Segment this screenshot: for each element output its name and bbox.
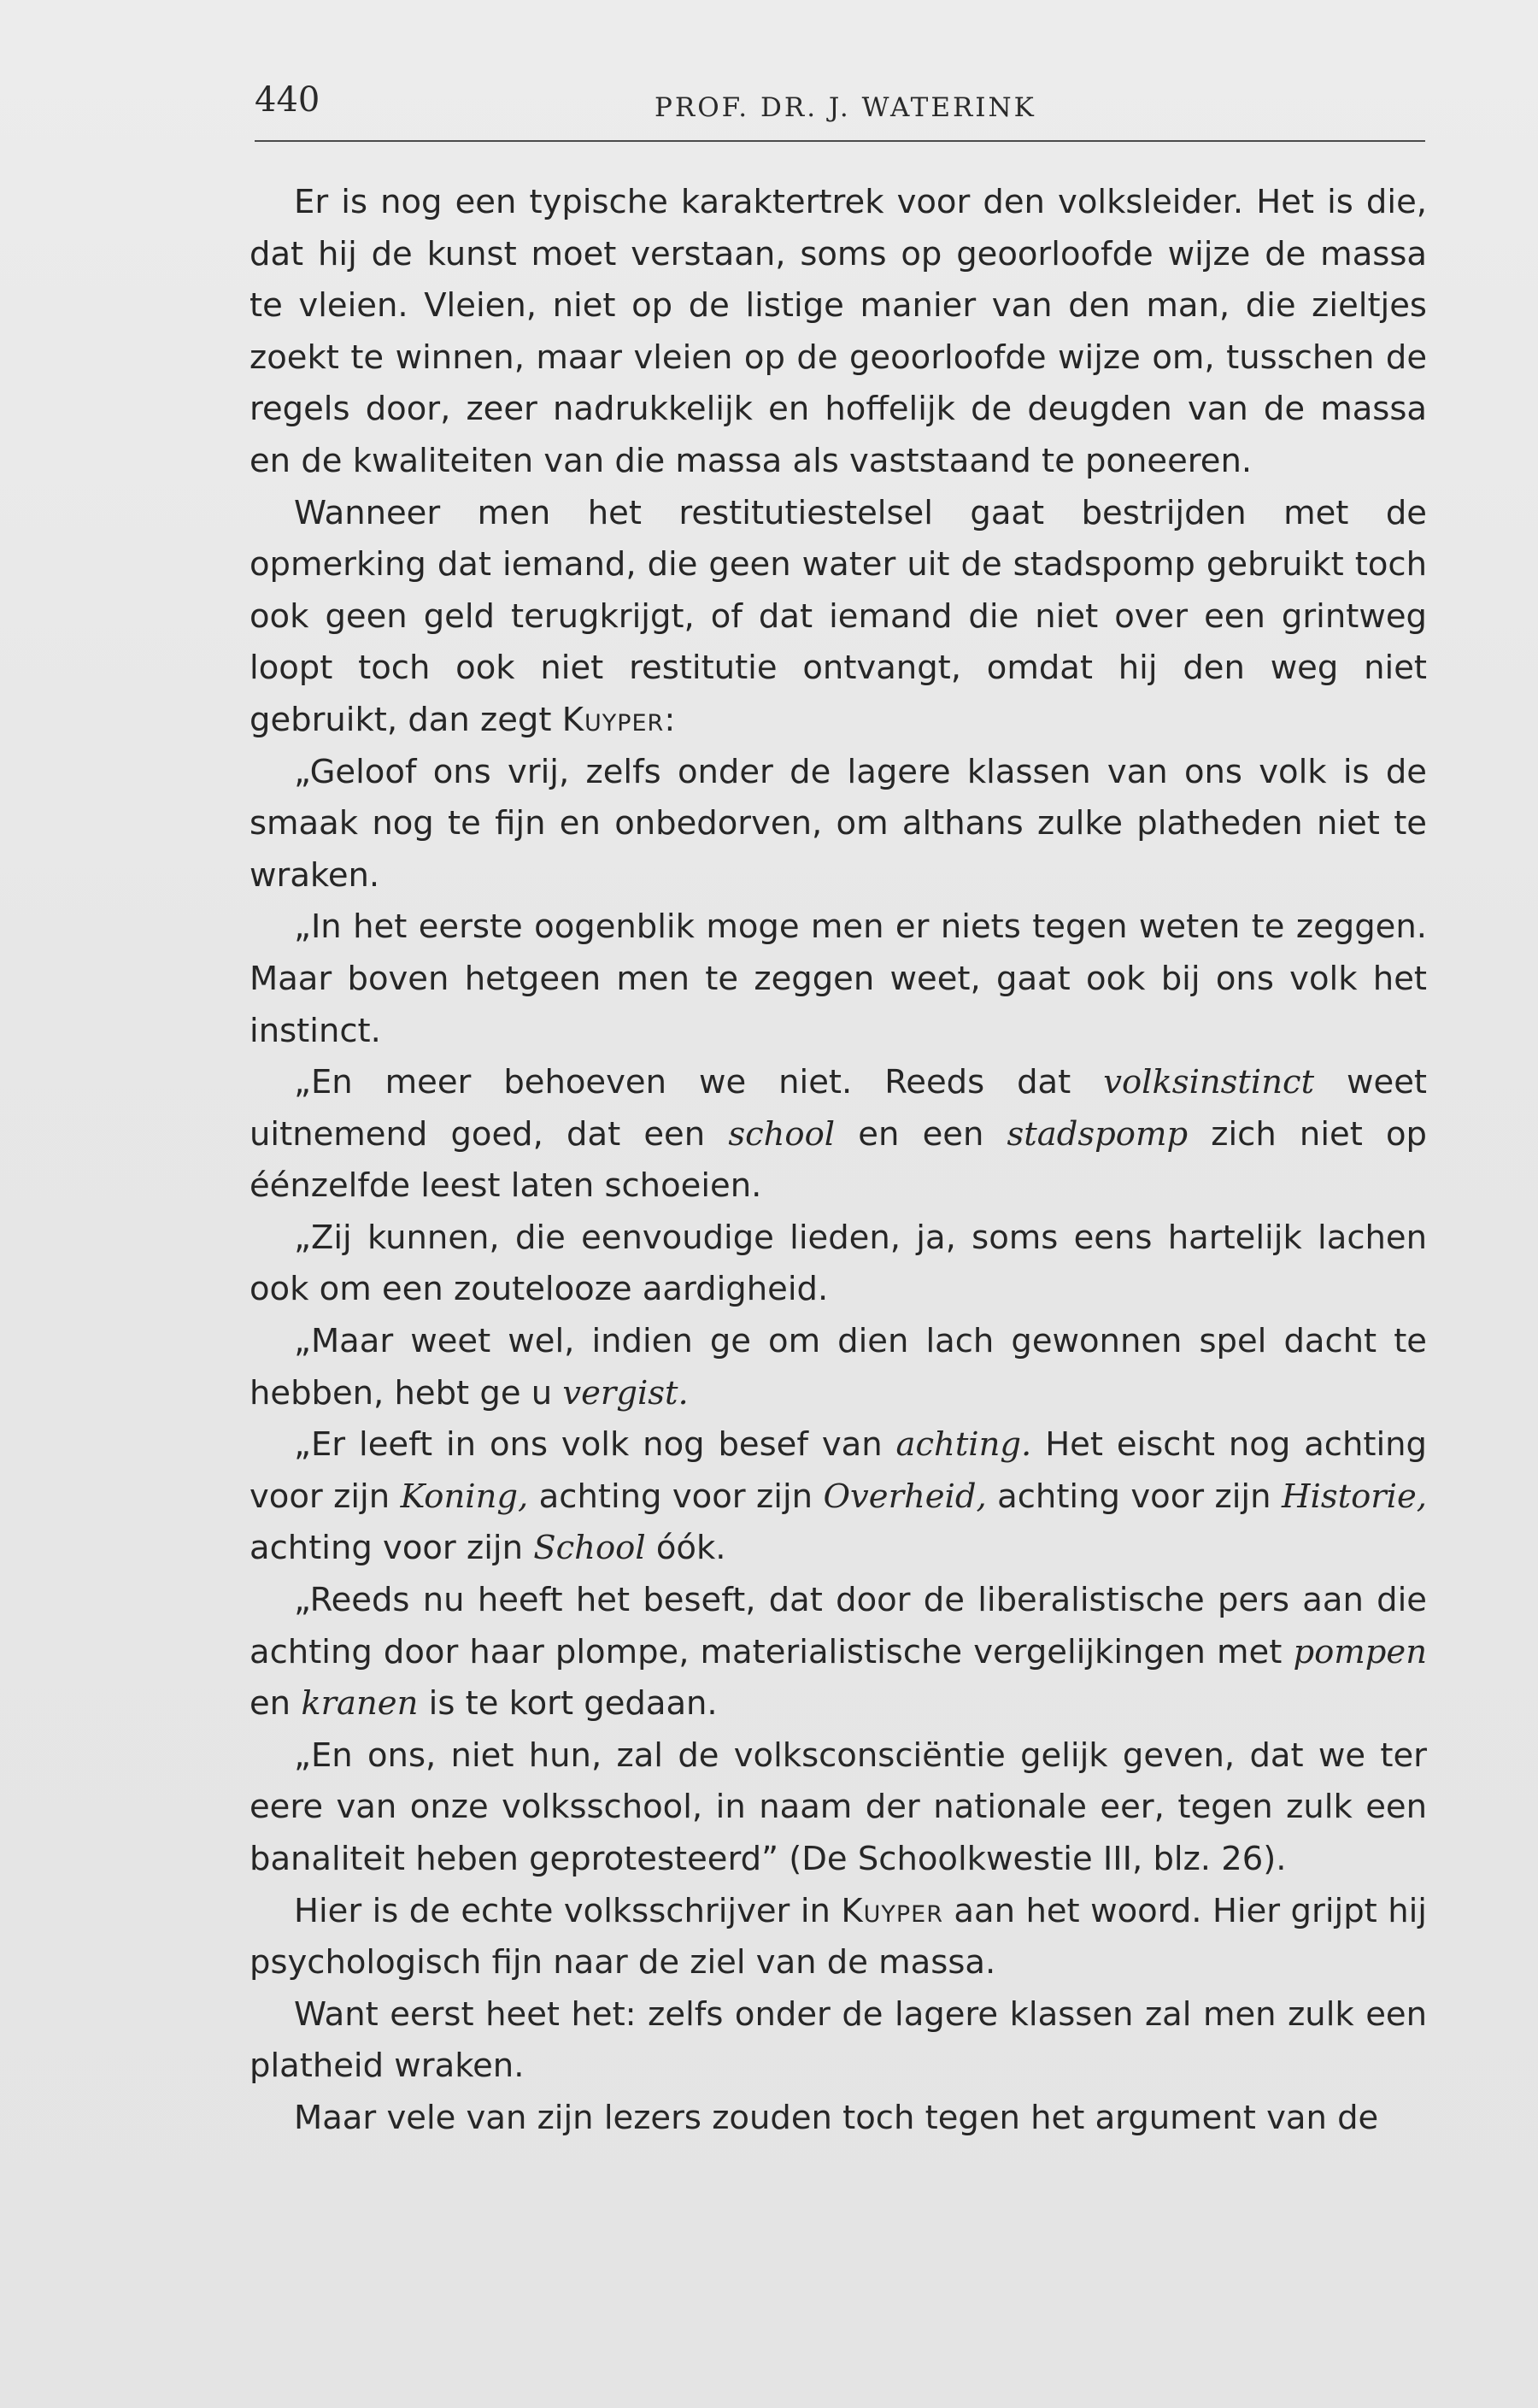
italic-text: vergist.: [562, 1373, 689, 1412]
paragraph: [249, 902, 1427, 1057]
body-text: [249, 177, 1427, 2145]
paragraph-text: weet uitnemend goed, dat een: [249, 1063, 1427, 1154]
paragraph-text: „Maar weet wel, indien ge om dien lach gewonnen spel dacht te hebben, hebt ge u: [249, 1322, 1427, 1412]
page-header: [255, 79, 1425, 130]
paragraph-text: „Zij kunnen, die eenvoudige lieden, ja, soms eens hartelijk lachen ook om een zoutelooze aardigheid.: [249, 1218, 1427, 1309]
paragraph-text: :: [664, 700, 676, 739]
paragraph-text: Hier is de echte volksschrijver in: [294, 1891, 842, 1930]
paragraph-text: „Geloof ons vrij, zelfs onder de lagere klassen van ons volk is de smaak nog te fijn en onbedorven, om althans zulke platheden niet te wraken.: [249, 752, 1427, 895]
paragraph: [249, 1886, 1427, 1989]
paragraph-text: Er is nog een typische karaktertrek voor den volksleider. Het is die, dat hij de kunst moet verstaan, soms op geoorloofde wijze de massa te vleien. Vleien, niet op de listige manier van den man, die zieltjes zoekt te winnen, maar vleien op de geoorloofde wijze om, tusschen de regels door, zeer nadrukkelijk en hoffelijk de deugden van de massa en de kwaliteiten van die massa als vaststaand te poneeren.: [249, 183, 1427, 480]
italic-text: Historie,: [1281, 1477, 1427, 1516]
paragraph-text: Want eerst heet het: zelfs onder de lagere klassen zal men zulk een platheid wraken.: [249, 1994, 1427, 2086]
paragraph: [249, 1419, 1427, 1575]
paragraph-text: is te kort gedaan.: [418, 1684, 718, 1724]
paragraph-text: „Er leeft in ons volk nog besef van: [294, 1425, 896, 1465]
page-number: 440: [255, 80, 320, 120]
paragraph-text: óók.: [645, 1529, 726, 1568]
paragraph: [249, 1575, 1427, 1730]
paragraph-text: „En meer behoeven we niet. Reeds dat: [294, 1063, 1104, 1102]
italic-text: Koning,: [400, 1477, 529, 1516]
paragraph: [249, 1316, 1427, 1419]
paragraph-text: aan het woord. Hier grijpt hij psychologisch fijn naar de ziel van de massa.: [249, 1891, 1427, 1982]
paragraph-text: Wanneer men het restitutiestelsel gaat bestrijden met de opmerking dat iemand, die geen water uit de stadspomp gebruikt toch ook geen geld terugkrijgt, of dat iemand die niet over een grintweg loopt toch ook niet restitutie ontvangt, omdat hij den weg niet gebruikt, dan zegt: [249, 493, 1427, 739]
paragraph-text: achting voor zijn: [249, 1529, 534, 1568]
italic-text: Overheid,: [823, 1477, 987, 1516]
paragraph: [249, 2093, 1427, 2145]
paragraph: [249, 1730, 1427, 1886]
paragraph: [249, 1057, 1427, 1213]
paragraph-text: achting voor zijn: [528, 1477, 824, 1516]
paragraph-text: „Reeds nu heeft het beseft, dat door de liberalistische pers aan die achting door haar plompe, materialistische vergelijkingen met: [249, 1581, 1427, 1671]
italic-text: kranen: [301, 1684, 419, 1724]
paragraph-text: achting voor zijn: [986, 1477, 1282, 1516]
paragraph-text: en een: [835, 1114, 1007, 1154]
paragraph-text: „In het eerste oogenblik moge men er niets tegen weten te zeggen. Maar boven hetgeen men te zeggen weet, gaat ook bij ons volk het instinct.: [249, 907, 1427, 1050]
paragraph: [249, 1989, 1427, 2093]
paragraph-text: Maar vele van zijn lezers zouden toch tegen het argument van de: [294, 2098, 1379, 2137]
italic-text: stadspomp: [1007, 1114, 1189, 1154]
paragraph-text: zich niet op éénzelfde leest laten schoeien.: [249, 1114, 1427, 1206]
header-rule: [255, 140, 1425, 142]
italic-text: volksinstinct: [1103, 1063, 1315, 1102]
paragraph: [249, 177, 1427, 488]
italic-text: School: [533, 1529, 646, 1568]
italic-text: pompen: [1293, 1632, 1427, 1671]
author-name: Kuyper: [841, 1891, 943, 1930]
running-head: PROF. DR. J. WATERINK: [655, 92, 1036, 123]
paragraph: [249, 488, 1427, 747]
paragraph: [249, 747, 1427, 902]
author-name: Kuyper: [561, 700, 665, 739]
paragraph: [249, 1213, 1427, 1316]
paragraph-text: Het eischt nog achting voor zijn: [249, 1425, 1427, 1516]
paragraph-text: en: [249, 1684, 302, 1724]
italic-text: school: [728, 1114, 836, 1154]
italic-text: achting.: [895, 1425, 1032, 1465]
paragraph-text: „En ons, niet hun, zal de volksconsciëntie gelijk geven, dat we ter eere van onze volksschool, in naam der nationale eer, tegen zulk een banaliteit heben geprotesteerd” (De Schoolkwestie III, blz. 26).: [249, 1736, 1427, 1878]
